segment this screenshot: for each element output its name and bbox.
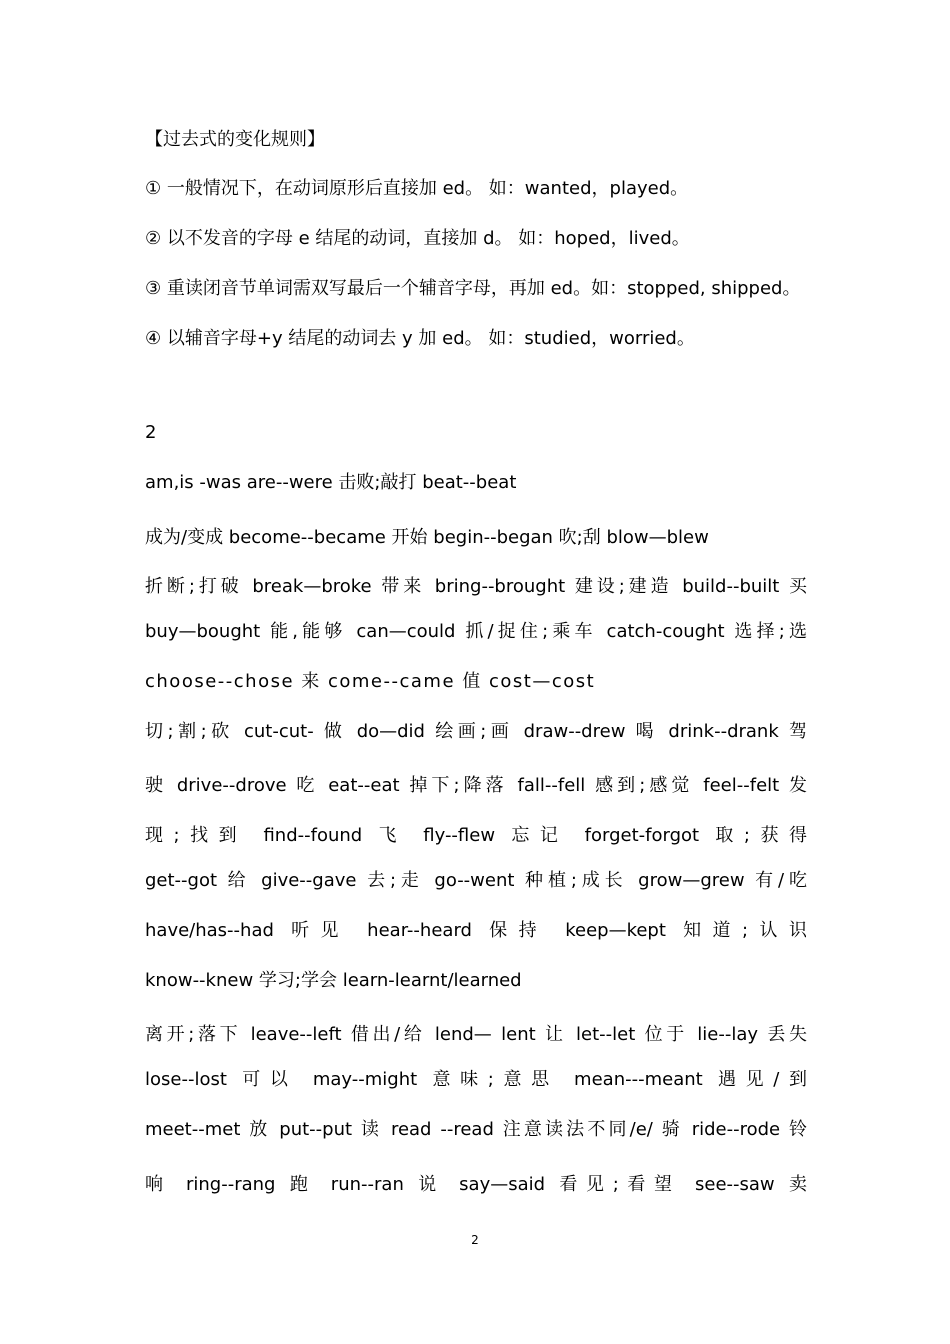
rule-item: ② 以不发音的字母 e 结尾的动词，直接加 d。 如：hoped，lived。: [145, 228, 690, 249]
verb-line: 切;割;砍 cut-cut- 做 do—did 绘画;画 draw--drew 喝 drink--drank 驾: [145, 721, 807, 742]
verb-line: buy—bought 能,能够 can—could 抓/捉住;乘车 catch-cought 选择;选: [145, 621, 807, 642]
page-number: 2: [471, 1233, 479, 1247]
verb-line: 响 ring--rang 跑 run--ran 说 say—said 看见;看望 see--saw 卖: [145, 1174, 807, 1195]
verb-line: 现;找到 find--found 飞 fly--flew 忘记 forget-forgot 取;获得: [145, 825, 807, 846]
rules-title: 【过去式的变化规则】: [145, 129, 325, 150]
verb-line: 折断;打破 break—broke 带来 bring--brought 建设;建造 build--built 买: [145, 576, 807, 597]
verb-line: meet--met 放 put--put 读 read --read 注意读法不同/e/ 骑 ride--rode 铃: [145, 1119, 807, 1140]
verb-line: 成为/变成 become--became 开始 begin--began 吹;刮 blow—blew: [145, 527, 709, 548]
rule-item: ③ 重读闭音节单词需双写最后一个辅音字母，再加 ed。如：stopped, shipped。: [145, 278, 801, 299]
verb-line: lose--lost 可以 may--might 意味;意思 mean---meant 遇见/到: [145, 1069, 807, 1090]
verb-line: have/has--had 听见 hear--heard 保持 keep—kept 知道;认识: [145, 920, 807, 941]
verb-line: am,is -was are--were 击败;敲打 beat--beat: [145, 472, 517, 493]
verb-line: know--knew 学习;学会 learn-learnt/learned: [145, 970, 522, 991]
verb-line: 驶 drive--drove 吃 eat--eat 掉下;降落 fall--fell 感到;感觉 feel--felt 发: [145, 775, 807, 796]
verb-line: choose--chose 来 come--came 值 cost—cost: [145, 671, 596, 692]
rule-item: ① 一般情况下，在动词原形后直接加 ed。 如：wanted，played。: [145, 178, 689, 199]
verb-line: get--got 给 give--gave 去;走 go--went 种植;成长 grow—grew 有/吃: [145, 870, 807, 891]
rule-item: ④ 以辅音字母+y 结尾的动词去 y 加 ed。 如：studied，worried。: [145, 328, 695, 349]
verb-line: 离开;落下 leave--left 借出/给 lend— lent 让 let--let 位于 lie--lay 丢失: [145, 1024, 807, 1045]
section-number: 2: [145, 422, 157, 443]
